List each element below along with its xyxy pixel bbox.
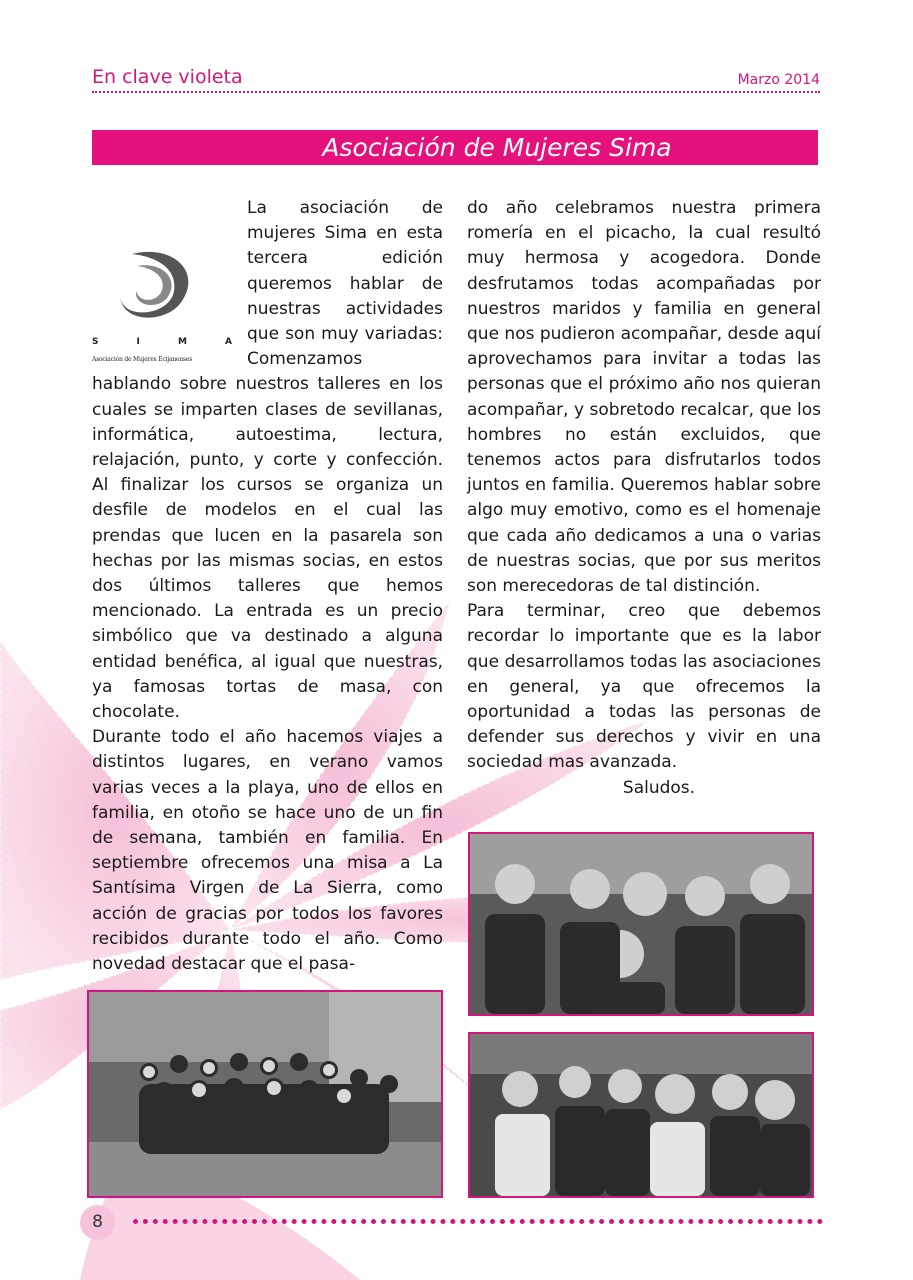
article-title: Asociación de Mujeres Sima: [322, 133, 672, 162]
page-number-badge: [80, 1205, 115, 1240]
paragraph-talleres: La asociación de mujeres Sima en esta tercera edición queremos hablar de nuestras actividades que son muy variadas: Comenzamos hablando sobre nuestros talleres en los cuales se imparten clases de sevillanas, informática, autoestima, lectura, relajación, punto, y corte y confección. Al finalizar los cursos se organiza un desfile de modelos en el cual las prendas que lucen en la pasarela son hechas por las mismas socias, en estos dos últimos talleres que hemos mencionado. La entrada es un precio simbólico que va destinado a alguna entidad benéfica, al igual que nuestras, ya famosas tortas de masa, con chocolate.: [92, 198, 443, 723]
logo-letter-m: M: [177, 337, 187, 347]
photo-toast: [468, 832, 814, 1016]
sima-swirl-icon: [92, 246, 202, 326]
photo-homage: [468, 1032, 814, 1198]
page-number: 8: [92, 1212, 103, 1232]
paragraph-viajes: Durante todo el año hacemos viajes a distintos lugares, en verano vamos varias veces a la playa, uno de ellos en familia, en otoño se hace uno de un fin de semana, también en familia. En septiembre ofrecemos una misa a La Santísima Virgen de La Sierra, como acción de gracias por todos los favores recibidos durante todo el año. Como novedad destacar que el pasa-: [92, 727, 443, 975]
issue-date: Marzo 2014: [737, 72, 820, 88]
sima-logo: [92, 196, 239, 363]
footer-dotted-rule: [133, 1219, 823, 1224]
logo-subtitle: Asociación de Mujeres Ecijanenses: [92, 356, 193, 363]
paragraph-conclusion: Para terminar, creo que debemos recordar lo importante que es la labor que desarrollamos todas las asociaciones en general, ya que ofrecemos la oportunidad a todas las personas de defender sus derechos y vivir en una sociedad mas avanzada.: [467, 601, 821, 773]
photo-group-trip: [87, 990, 443, 1198]
article-column-left: [92, 196, 443, 977]
article-column-right: [467, 196, 821, 801]
header-dotted-rule: [92, 91, 820, 93]
logo-letter-s: S: [92, 337, 99, 347]
publication-title: En clave violeta: [92, 66, 243, 88]
logo-letter-a: A: [225, 337, 232, 347]
article-title-banner: [92, 130, 818, 165]
paragraph-romeria: do año celebramos nuestra primera romería en el picacho, la cual resultó muy hermosa y acogedora. Donde desfrutamos todas acompañadas por nuestros maridos y familia en general que nos pudieron acompañar, desde aquí aprovechamos para invitar a todas las personas que el próximo año nos quieran acompañar, y sobretodo recalcar, que los hombres no están excluidos, que tenemos actos para disfrutarlos todos juntos en familia. Queremos hablar sobre algo muy emotivo, como es el homenaje que cada año dedicamos a una o varias de nuestras socias, que por sus meritos son merecedoras de tal distinción.: [467, 198, 821, 597]
logo-letter-i: I: [136, 337, 140, 347]
sign-off: Saludos.: [622, 777, 696, 798]
